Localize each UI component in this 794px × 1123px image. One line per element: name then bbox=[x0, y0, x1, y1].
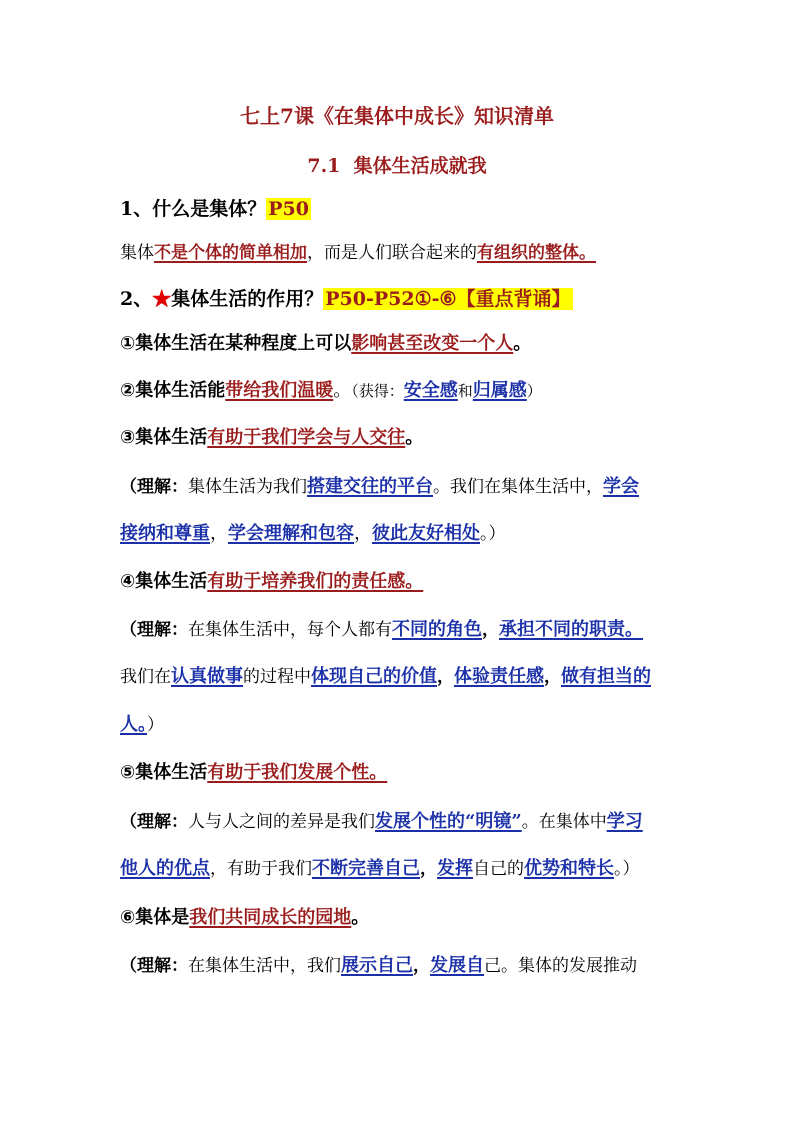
question-2-heading: 2、★集体生活的作用？ P50-P52①-⑥【重点背诵】 bbox=[120, 288, 571, 310]
item-5-explanation-line-1: （理解：人与人之间的差异是我们发展个性的“明镜”。在集体中学习 bbox=[120, 811, 643, 832]
item-5: ⑤集体生活有助于我们发展个性。 bbox=[120, 762, 388, 783]
item-6-explanation-line-1: （理解：在集体生活中，我们展示自己，发展自己。集体的发展推动 bbox=[120, 955, 637, 976]
page-ref-highlight: P50 bbox=[268, 198, 309, 220]
item-4-explanation-line-1: （理解：在集体生活中，每个人都有不同的角色，承担不同的职责。 bbox=[120, 619, 643, 640]
star-icon: ★ bbox=[152, 288, 172, 310]
item-4: ④集体生活有助于培养我们的责任感。 bbox=[120, 571, 424, 592]
section-title: 7.1 集体生活成就我 bbox=[307, 155, 487, 177]
item-3-explanation-line-1: （理解：集体生活为我们搭建交往的平台。我们在集体生活中，学会 bbox=[120, 476, 639, 497]
document-title: 七上7课《在集体中成长》知识清单 bbox=[240, 104, 554, 128]
item-5-explanation-line-2: 他人的优点，有助于我们不断完善自己，发挥自己的优势和特长。） bbox=[120, 858, 640, 879]
page-ref-highlight: P50-P52①-⑥【重点背诵】 bbox=[325, 288, 571, 310]
definition-line: 集体不是个体的简单相加，而是人们联合起来的有组织的整体。 bbox=[120, 243, 596, 263]
question-1-heading: 1、什么是集体？ P50 bbox=[120, 198, 309, 220]
item-4-explanation-line-3: 人。） bbox=[120, 714, 164, 735]
item-2: ②集体生活能带给我们温暖。（获得：安全感和归属感） bbox=[120, 380, 542, 401]
item-3-explanation-line-2: 接纳和尊重，学会理解和包容，彼此友好相处。） bbox=[120, 523, 506, 544]
item-4-explanation-line-2: 我们在认真做事的过程中体现自己的价值，体验责任感，做有担当的 bbox=[120, 666, 651, 687]
item-6: ⑥集体是我们共同成长的园地。 bbox=[120, 907, 370, 928]
item-1: ①集体生活在某种程度上可以影响甚至改变一个人。 bbox=[120, 333, 532, 354]
item-3: ③集体生活有助于我们学会与人交往。 bbox=[120, 427, 424, 448]
